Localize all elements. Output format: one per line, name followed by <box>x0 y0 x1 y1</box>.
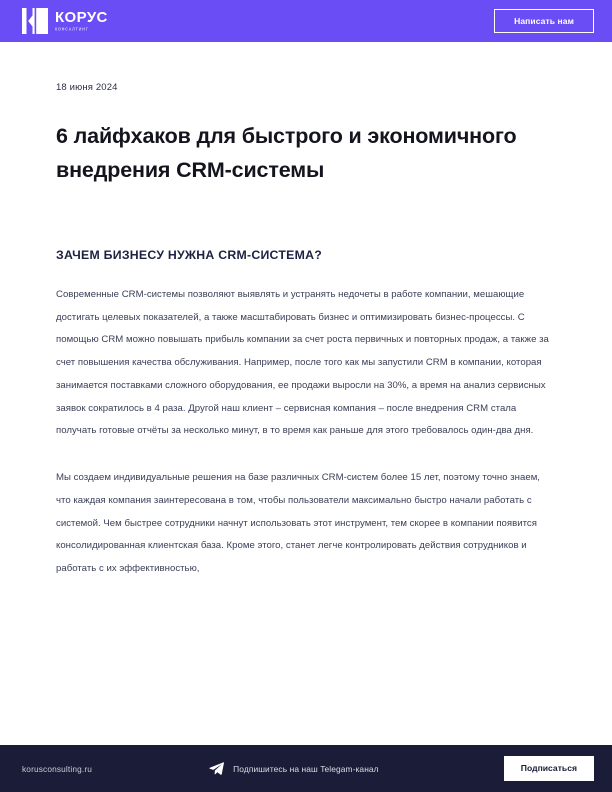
footer-telegram-promo <box>92 761 496 776</box>
body-paragraph: Мы создаем индивидуальные решения на базе различных CRM-систем более 15 лет, поэтому точно знаем, что каждая компания заинтересована в том, чтобы пользователи максимально быстро начали работать с системой. Чем быстрее сотрудники начнут использовать этот инструмент, тем скорее в компании появится консолидированная клиентская база. Кроме этого, станет легче контролировать действия сотрудников и работать с их эффективностью, <box>56 472 540 575</box>
korus-logo-mark-icon <box>22 8 48 34</box>
article-content <box>0 42 612 745</box>
telegram-paper-plane-icon <box>209 761 224 776</box>
site-footer <box>0 745 612 792</box>
footer-site-link[interactable]: korusconsulting.ru <box>22 763 93 774</box>
section-heading: ЗАЧЕМ БИЗНЕСУ НУЖНА CRM-СИСТЕМА? <box>56 247 322 262</box>
footer-telegram-text: Подпишитесь на наш Telegam-канал <box>233 763 379 774</box>
brand-text <box>55 10 108 31</box>
subscribe-button[interactable]: Подписаться <box>504 756 594 781</box>
site-header <box>0 0 612 42</box>
contact-us-button[interactable]: Написать нам <box>494 9 594 34</box>
publication-date: 18 июня 2024 <box>56 82 118 93</box>
brand-subtitle: КОНСАЛТИНГ <box>55 26 89 32</box>
brand-logo[interactable] <box>22 8 108 34</box>
body-paragraph: Современные CRM-системы позволяют выявлять и устранять недочеты в работе компании, мешающие достигать целевых показателей, а также масштабировать бизнес и оптимизировать бизнес-процессы. С помощью CRM можно повышать прибыль компании за счет роста первичных и повторных продаж, а также за счет повышения качества обслуживания. Например, после того как мы запустили CRM в компании, которая занимается поставками сложного оборудования, ее продажи выросли на 30%, а время на анализ сервисных заявок сократилось в 4 раза. Другой наш клиент – сервисная компания – после внедрения CRM стала получать готовые отчёты за несколько минут, в то время как раньше для этого требовалось один-два дня. <box>56 288 549 437</box>
brand-name: КОРУС <box>55 9 108 27</box>
page-title: 6 лайфхаков для быстрого и экономичного внедрения CRM-системы <box>56 124 517 182</box>
